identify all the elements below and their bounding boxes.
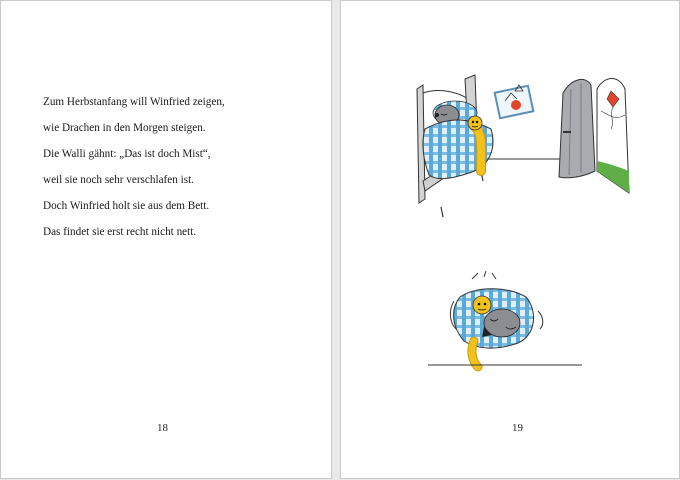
- poem-line-5: Doch Winfried holt sie aus dem Bett.: [43, 200, 210, 212]
- poem-line-6: Das findet sie erst recht nicht nett.: [43, 226, 197, 238]
- open-doorway: [597, 79, 629, 194]
- right-page: [340, 0, 680, 479]
- wall-picture: [495, 85, 534, 118]
- left-page: [0, 0, 332, 479]
- poem-line-3: Die Walli gähnt: „Das ist doch Mist“,: [43, 148, 211, 160]
- poem-line-2: wie Drachen in den Morgen steigen.: [43, 122, 206, 134]
- poem-line-4: weil sie noch sehr verschlafen ist.: [43, 174, 194, 186]
- page-number-left: 18: [157, 422, 168, 434]
- door: [559, 79, 595, 177]
- carrying-illustration: [426, 271, 586, 381]
- page-number-right: 19: [512, 422, 523, 434]
- poem-line-1: Zum Herbstanfang will Winfried zeigen,: [43, 96, 225, 108]
- bedroom-illustration: [411, 71, 641, 221]
- poem-text: [43, 89, 225, 245]
